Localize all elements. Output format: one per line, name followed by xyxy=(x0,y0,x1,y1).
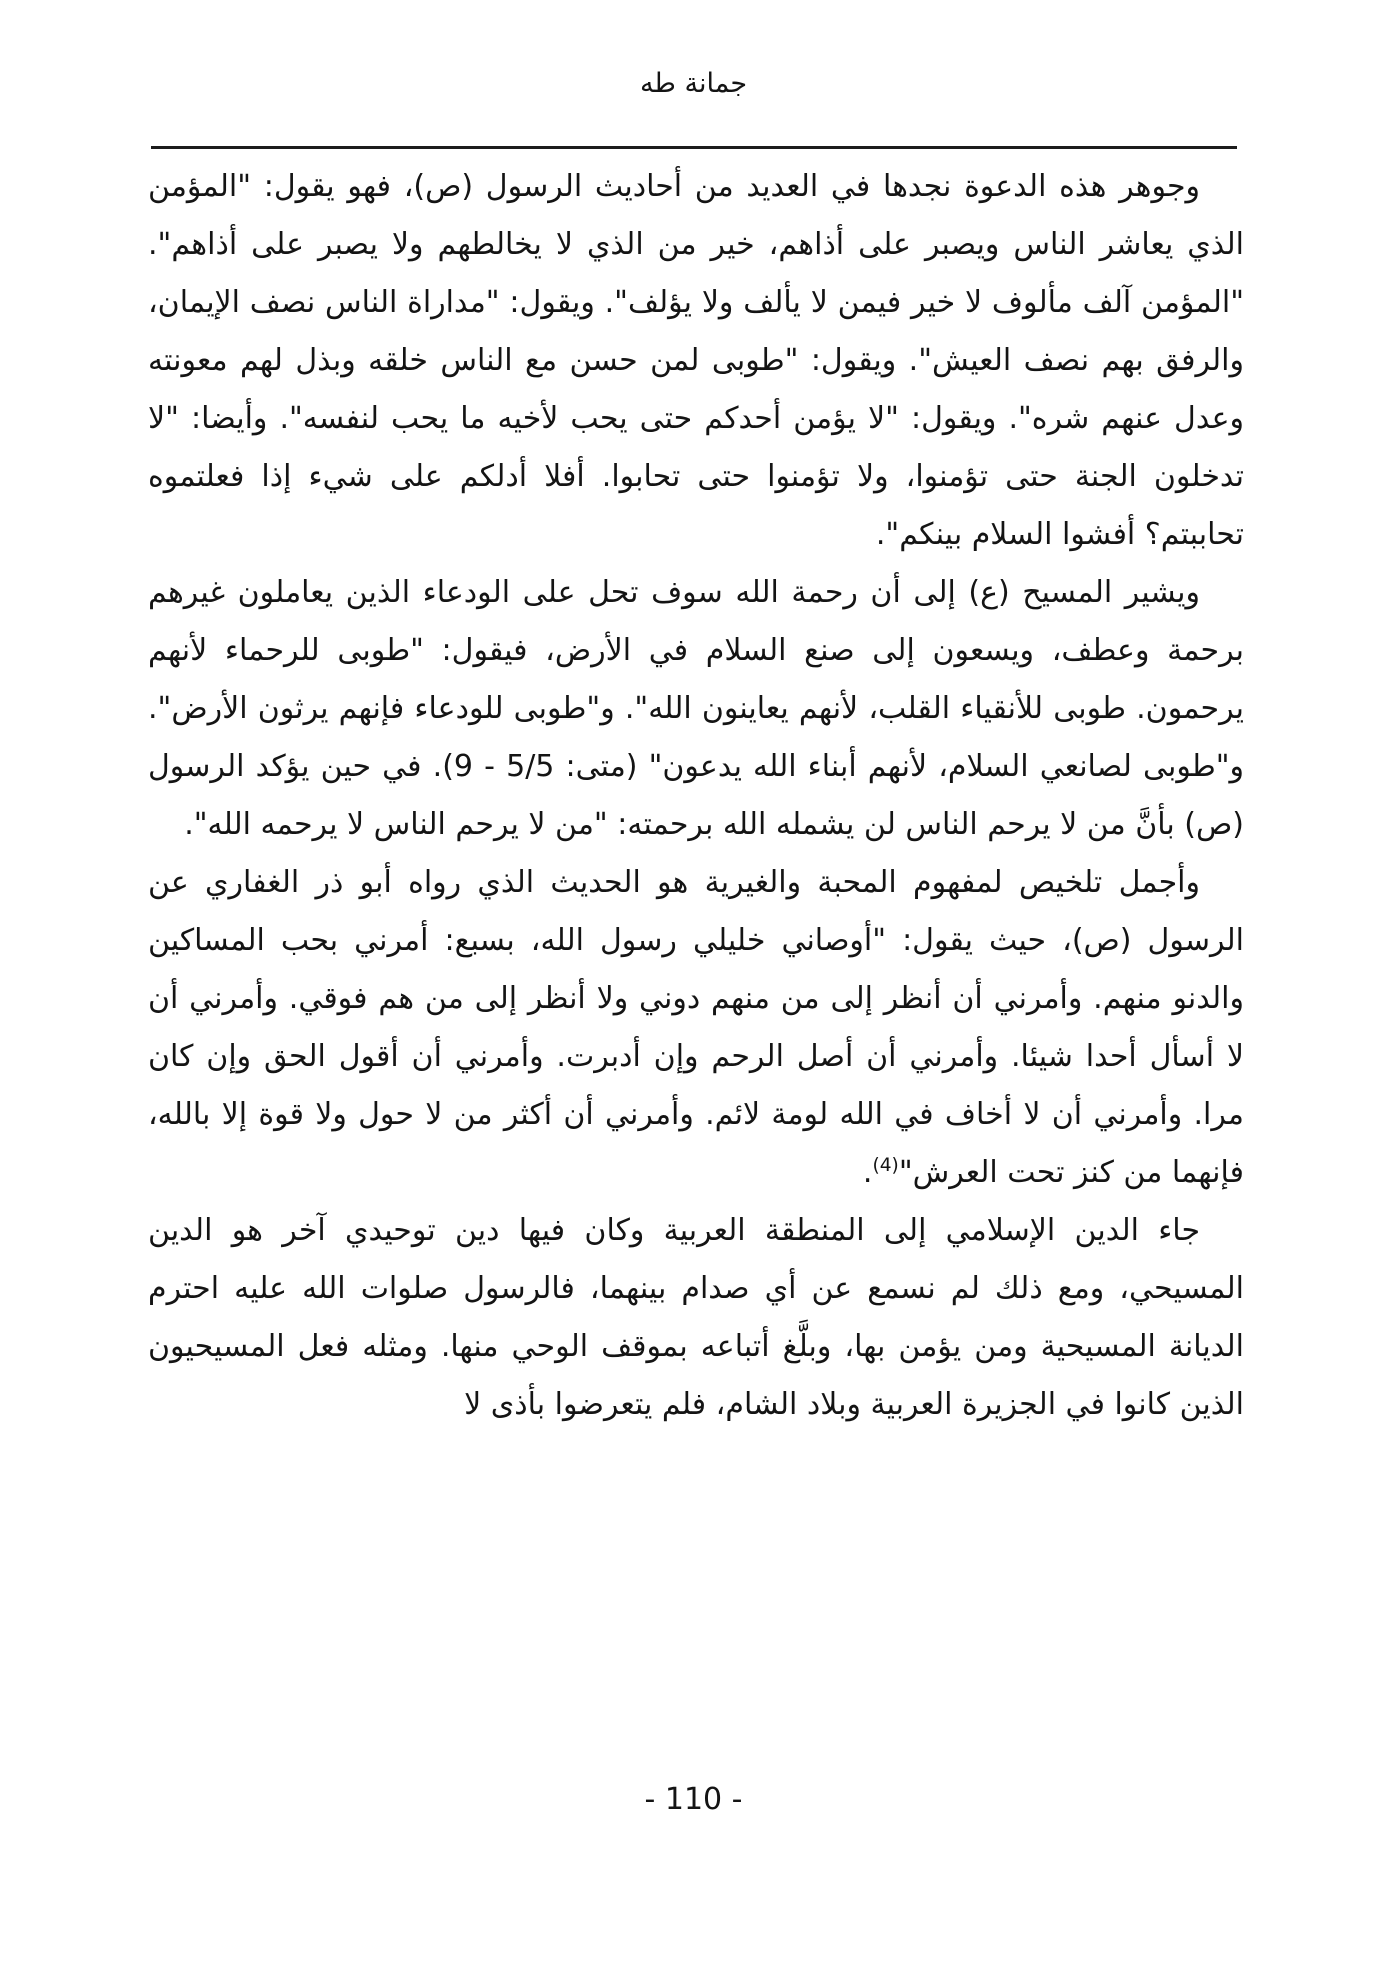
paragraph-abu-dharr-hadith xyxy=(148,854,1244,1202)
page-number: - 110 - xyxy=(644,1782,743,1817)
paragraph-hadith-love: وجوهر هذه الدعوة نجدها في العديد من أحاديث الرسول (ص)، فهو يقول: "المؤمن الذي يعاشر الناس ويصبر على أذاهم، خير من الذي لا يخالطهم ولا يصبر على أذاهم". "المؤمن آلف مألوف لا خير فيمن لا يألف ولا يؤلف". ويقول: "مداراة الناس نصف الإيمان، والرفق بهم نصف العيش". ويقول: "طوبى لمن حسن مع الناس خلقه وبذل لهم معونته وعدل عنهم شره". ويقول: "لا يؤمن أحدكم حتى يحب لأخيه ما يحب لنفسه". وأيضا: "لا تدخلون الجنة حتى تؤمنوا، ولا تؤمنوا حتى تحابوا. أفلا أدلكم على شيء إذا فعلتموه تحاببتم؟ أفشوا السلام بينكم". xyxy=(148,169,1244,552)
page-body xyxy=(148,158,1244,1434)
paragraph-islam-christianity: جاء الدين الإسلامي إلى المنطقة العربية وكان فيها دين توحيدي آخر هو الدين المسيحي، ومع ذلك لم نسمع عن أي صدام بينهما، فالرسول صلوات الله عليه احترم الديانة المسيحية ومن يؤمن بها، وبلَّغ أتباعه بموقف الوحي منها. ومثله فعل المسيحيون الذين كانوا في الجزيرة العربية وبلاد الشام، فلم يتعرضوا بأذى لا xyxy=(148,1213,1244,1422)
running-head-title: جمانة طه xyxy=(639,68,748,99)
header-rule xyxy=(151,146,1237,149)
paragraph-beatitudes: ويشير المسيح (ع) إلى أن رحمة الله سوف تحل على الودعاء الذين يعاملون غيرهم برحمة وعطف، ويسعون إلى صنع السلام في الأرض، فيقول: "طوبى للرحماء لأنهم يرحمون. طوبى للأنقياء القلب، لأنهم يعاينون الله". و"طوبى للودعاء فإنهم يرثون الأرض". و"طوبى لصانعي السلام، لأنهم أبناء الله يدعون" (متى: 5/5 - 9). في حين يؤكد الرسول (ص) بأنَّ من لا يرحم الناس لن يشمله الله برحمته: "من لا يرحم الناس لا يرحمه الله". xyxy=(148,575,1244,842)
footnote-ref-4: (4) xyxy=(872,1155,899,1176)
paragraph-abu-dharr-period: . xyxy=(862,1155,873,1190)
paragraph-abu-dharr-text: وأجمل تلخيص لمفهوم المحبة والغيرية هو الحديث الذي رواه أبو ذر الغفاري عن الرسول (ص)، حيث يقول: "أوصاني خليلي رسول الله، بسبع: أمرني بحب المساكين والدنو منهم. وأمرني أن أنظر إلى من منهم دوني ولا أنظر إلى من هم فوقي. وأمرني أن لا أسأل أحدا شيئا. وأمرني أن أصل الرحم وإن أدبرت. وأمرني أن أقول الحق وإن كان مرا. وأمرني أن لا أخاف في الله لومة لائم. وأمرني أن أكثر من لا حول ولا قوة إلا بالله، فإنهما من كنز تحت العرش" xyxy=(148,865,1244,1190)
